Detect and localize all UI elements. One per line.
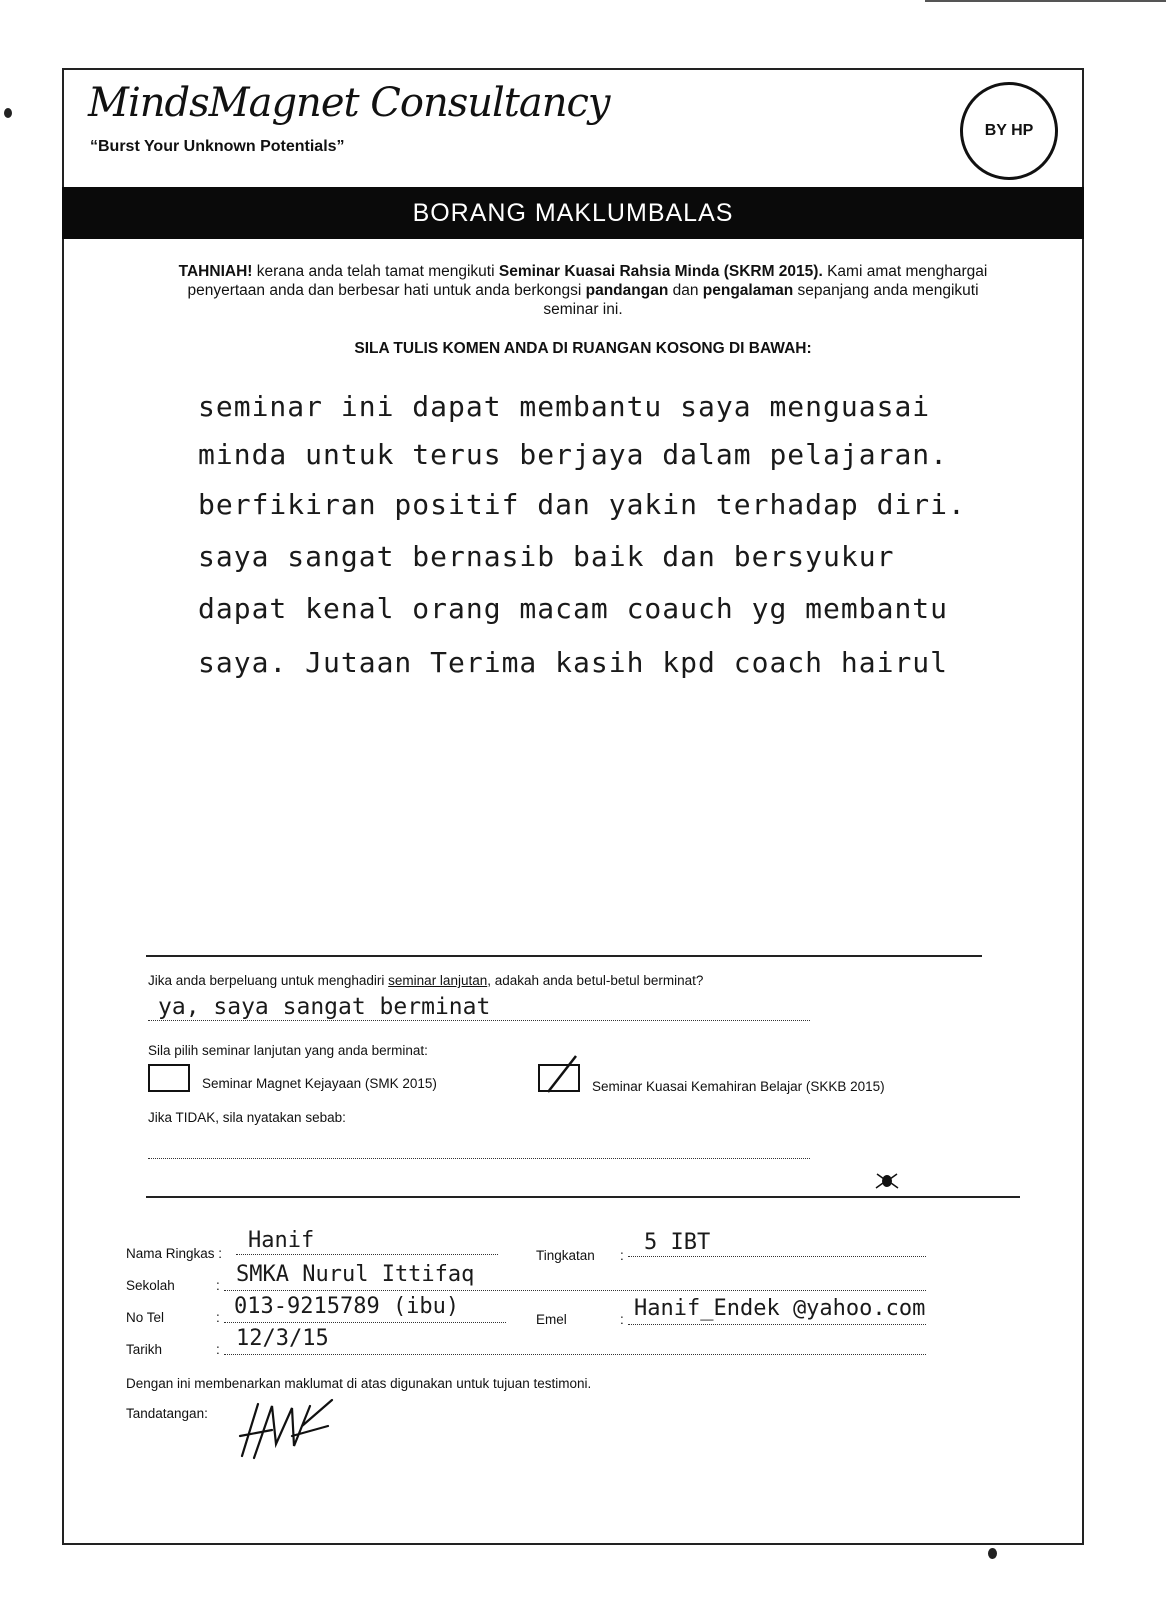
date-dotline	[224, 1354, 926, 1355]
phone-value[interactable]: 013-9215789 (ibu)	[234, 1294, 460, 1319]
intro-paragraph	[160, 262, 1006, 319]
email-label: Emel	[536, 1312, 567, 1327]
email-dotline	[628, 1324, 926, 1325]
badge-text: BY HP	[984, 122, 1034, 139]
phone-colon: :	[216, 1310, 220, 1325]
comment-line: dapat kenal orang macam coauch yg membantu	[198, 592, 949, 625]
level-colon: :	[620, 1248, 624, 1263]
level-value[interactable]: 5 IBT	[644, 1230, 711, 1255]
intro-text-4: sepanjang anda mengikuti seminar ini.	[543, 282, 979, 318]
email-value[interactable]: Hanif_Endek @yahoo.com	[634, 1296, 926, 1321]
checkbox-skkb[interactable]	[538, 1064, 580, 1092]
form-title: BORANG MAKLUMBALAS	[62, 187, 1084, 239]
scan-speck	[988, 1548, 997, 1559]
scan-speck	[4, 108, 12, 118]
section-divider	[146, 1196, 1020, 1198]
consent-text: Dengan ini membenarkan maklumat di atas digunakan untuk tujuan testimoni.	[126, 1376, 592, 1391]
intro-text-1: kerana anda telah tamat mengikuti	[252, 263, 499, 280]
name-dotline	[236, 1254, 498, 1255]
school-value[interactable]: SMKA Nurul Ittifaq	[236, 1262, 475, 1287]
name-label: Nama Ringkas :	[126, 1246, 223, 1261]
name-value[interactable]: Hanif	[248, 1228, 315, 1253]
school-label: Sekolah	[126, 1278, 175, 1293]
date-label: Tarikh	[126, 1342, 163, 1357]
signature-icon[interactable]	[232, 1396, 342, 1466]
comment-line: minda untuk terus berjaya dalam pelajaran.	[198, 438, 949, 471]
intro-bold-4: pengalaman	[702, 282, 794, 299]
school-dotline	[224, 1290, 926, 1291]
bug-speck-icon	[872, 1168, 902, 1194]
followup-question	[148, 973, 703, 988]
phone-label: No Tel	[126, 1310, 165, 1325]
brand-logo: MindsMagnet Consultancy	[88, 80, 610, 126]
comment-instruction: SILA TULIS KOMEN ANDA DI RUANGAN KOSONG DI BAWAH:	[354, 340, 812, 357]
option-smk-label: Seminar Magnet Kejayaan (SMK 2015)	[202, 1076, 437, 1091]
reason-dotline[interactable]	[148, 1158, 810, 1159]
comment-line: saya sangat bernasib baik dan bersyukur	[198, 540, 895, 573]
scan-edge-line	[925, 0, 1166, 2]
option-skkb-label: Seminar Kuasai Kemahiran Belajar (SKKB 2015)	[592, 1079, 885, 1094]
comment-line: berfikiran positif dan yakin terhadap diri.	[198, 488, 966, 521]
question-text-before: Jika anda berpeluang untuk menghadiri	[148, 973, 389, 988]
choose-label: Sila pilih seminar lanjutan yang anda berminat:	[148, 1043, 428, 1058]
intro-bold-2: Seminar Kuasai Rahsia Minda (SKRM 2015).	[498, 263, 823, 280]
school-colon: :	[216, 1278, 220, 1293]
if-no-label: Jika TIDAK, sila nyatakan sebab:	[148, 1110, 346, 1125]
answer-dotline	[148, 1020, 810, 1021]
intro-bold-1: TAHNIAH!	[178, 263, 253, 280]
intro-text-2: Kami amat menghargai penyertaan anda dan berbesar hati untuk anda berkongsi	[187, 263, 988, 299]
intro-text-3: dan	[668, 282, 703, 299]
date-colon: :	[216, 1342, 220, 1357]
comment-line: seminar ini dapat membantu saya menguasai	[198, 390, 931, 423]
level-label: Tingkatan	[536, 1248, 595, 1263]
comment-line: saya. Jutaan Terima kasih kpd coach hairul	[198, 646, 949, 679]
email-colon: :	[620, 1312, 624, 1327]
phone-dotline	[224, 1322, 506, 1323]
signature-label: Tandatangan:	[126, 1406, 208, 1421]
brand-tagline: “Burst Your Unknown Potentials”	[90, 138, 345, 155]
level-dotline	[628, 1256, 926, 1257]
section-divider	[146, 955, 982, 957]
check-mark-icon	[538, 1054, 580, 1094]
question-underlined: seminar lanjutan	[388, 973, 488, 988]
followup-answer[interactable]: ya, saya sangat berminat	[158, 994, 491, 1020]
intro-bold-3: pandangan	[585, 282, 669, 299]
date-value[interactable]: 12/3/15	[236, 1326, 329, 1351]
checkbox-smk[interactable]	[148, 1064, 190, 1092]
thumbs-up-badge-icon	[960, 82, 1058, 180]
question-text-after: , adakah anda betul-betul berminat?	[487, 973, 704, 988]
